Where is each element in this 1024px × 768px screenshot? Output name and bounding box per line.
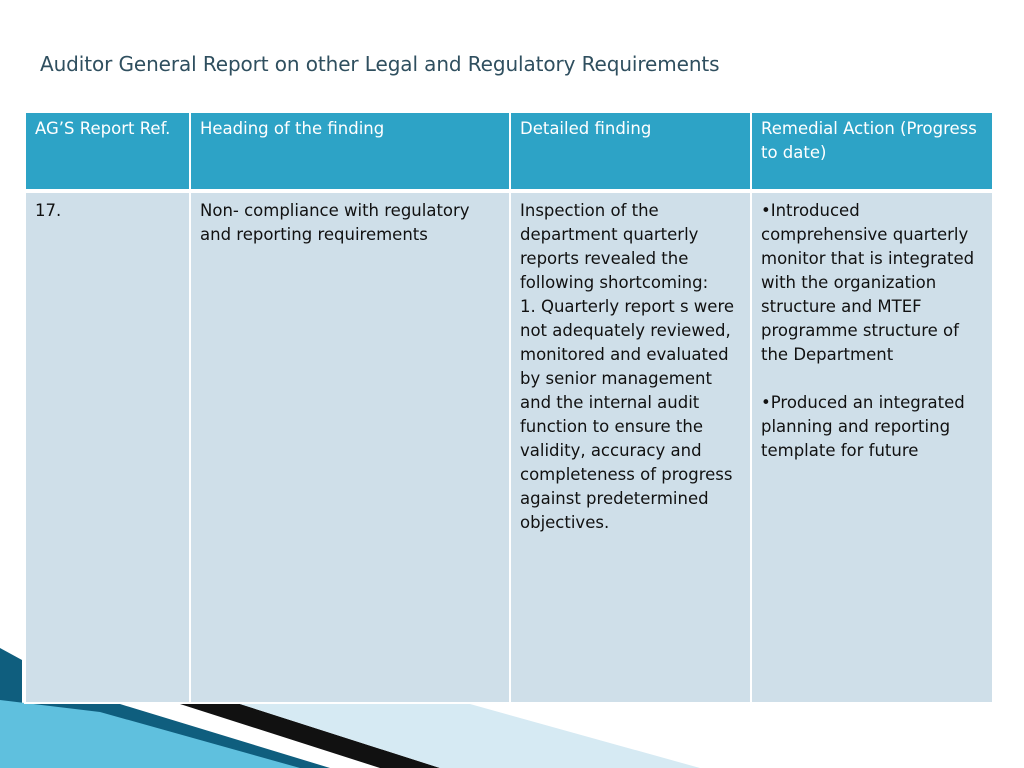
action-item-1: •Introduced comprehensive quarterly monitor that is integrated with the organization structure and MTEF programme structure of the Department (761, 201, 975, 364)
cell-report-ref: 17. (25, 191, 190, 703)
header-report-ref: AG’S Report Ref. (25, 112, 190, 191)
table-row (25, 191, 993, 703)
corner-wave-light (0, 700, 300, 768)
header-heading-of-finding: Heading of the finding (190, 112, 510, 191)
cell-heading-of-finding: Non- compliance with regulatory and reporting requirements (190, 191, 510, 703)
bottom-stripe-black (180, 704, 440, 768)
header-detailed-finding: Detailed finding (510, 112, 751, 191)
detail-point: 1. Quarterly report s were not adequately reviewed, monitored and evaluated by senior management and the internal audit function to ensure the validity, accuracy and completeness of progress against predetermined objectives. (520, 297, 735, 532)
cell-detailed-finding (510, 191, 751, 703)
table-header-row (25, 112, 993, 191)
bottom-stripe-pale (240, 704, 700, 768)
cell-remedial-action (751, 191, 993, 703)
slide-title: Auditor General Report on other Legal and Regulatory Requirements (40, 52, 720, 76)
header-remedial-action: Remedial Action (Progress to date) (751, 112, 993, 191)
action-spacer (761, 367, 983, 391)
findings-table (24, 111, 994, 704)
action-item-2: •Produced an integrated planning and reporting template for future (761, 393, 965, 460)
detail-intro: Inspection of the department quarterly reports revealed the following shortcoming: (520, 201, 709, 292)
